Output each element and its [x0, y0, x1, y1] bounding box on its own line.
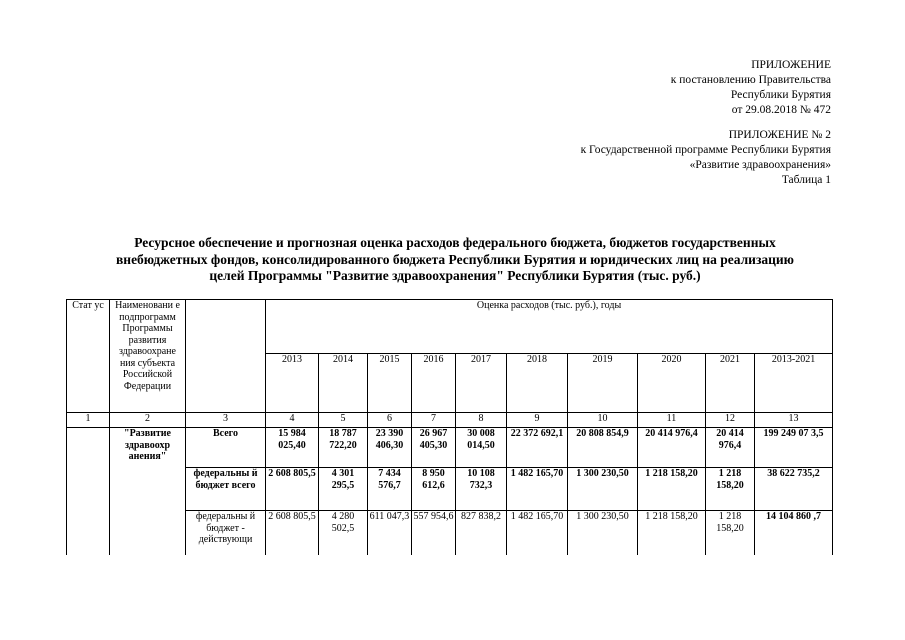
value-cell: 15 984 025,40: [266, 428, 319, 468]
header-line: ПРИЛОЖЕНИЕ: [751, 59, 831, 71]
value-cell: 10 108 732,3: [456, 468, 507, 511]
column-number: 10: [568, 413, 638, 428]
value-cell: 1 482 165,70: [507, 511, 568, 555]
value-cell: 20 414 976,4: [706, 428, 755, 468]
column-number: 5: [319, 413, 368, 428]
column-number: 1: [67, 413, 110, 428]
column-number: 9: [507, 413, 568, 428]
value-cell: 1 482 165,70: [507, 468, 568, 511]
year-header: 2016: [412, 354, 456, 413]
title-line: целей Программы "Развитие здравоохранения" Республики Бурятия (тыс. руб.): [209, 268, 701, 283]
year-header: 2015: [368, 354, 412, 413]
value-cell: 1 300 230,50: [568, 468, 638, 511]
header-line: «Развитие здравоохранения»: [689, 159, 831, 171]
value-cell: 1 218 158,20: [706, 511, 755, 555]
year-header: 2017: [456, 354, 507, 413]
status-header: Стат ус: [67, 300, 110, 413]
value-cell: 557 954,6: [412, 511, 456, 555]
status-cell: [67, 428, 110, 468]
status-cell: [67, 468, 110, 511]
value-cell: 23 390 406,30: [368, 428, 412, 468]
value-cell: 8 950 612,6: [412, 468, 456, 511]
program-name: "Развитие здравоохр анения": [110, 428, 186, 555]
column-number: 11: [638, 413, 706, 428]
column-number: 3: [186, 413, 266, 428]
column-number: 13: [755, 413, 833, 428]
column-number: 6: [368, 413, 412, 428]
column-number: 8: [456, 413, 507, 428]
column-number: 4: [266, 413, 319, 428]
value-cell: 22 372 692,1: [507, 428, 568, 468]
header-line: Таблица 1: [781, 174, 831, 186]
status-cell: [67, 511, 110, 555]
title-line: внебюджетных фондов, консолидированного бюджета Республики Бурятия и юридических лиц на реализацию: [116, 251, 794, 267]
year-header: 2021: [706, 354, 755, 413]
value-cell: 26 967 405,30: [412, 428, 456, 468]
value-cell: 1 218 158,20: [638, 511, 706, 555]
row-label: федеральны й бюджет - действующи: [186, 511, 266, 555]
header-line: Республики Бурятия: [730, 89, 831, 101]
appendix-header: [671, 58, 831, 118]
table-row: [67, 428, 833, 468]
value-cell: 4 280 502,5: [319, 511, 368, 555]
value-cell: 20 414 976,4: [638, 428, 706, 468]
header-line: к постановлению Правительства: [670, 74, 831, 86]
value-cell: 1 218 158,20: [706, 468, 755, 511]
value-cell: 18 787 722,20: [319, 428, 368, 468]
source-header: [186, 300, 266, 413]
column-number: 2: [110, 413, 186, 428]
value-cell: 14 104 860 ,7: [755, 511, 833, 555]
value-cell: 199 249 07 3,5: [755, 428, 833, 468]
value-cell: 20 808 854,9: [568, 428, 638, 468]
value-cell: 1 218 158,20: [638, 468, 706, 511]
year-header: 2018: [507, 354, 568, 413]
header-line: к Государственной программе Республики Бурятия: [580, 144, 831, 156]
year-header: 2020: [638, 354, 706, 413]
value-cell: 2 608 805,5: [266, 511, 319, 555]
header-line: ПРИЛОЖЕНИЕ № 2: [728, 129, 831, 141]
title-line: Ресурсное обеспечение и прогнозная оценка расходов федерального бюджета, бюджетов государственных: [134, 235, 776, 250]
value-cell: 30 008 014,50: [456, 428, 507, 468]
appendix-2-header: [581, 128, 831, 188]
value-cell: 827 838,2: [456, 511, 507, 555]
row-label: Всего: [186, 428, 266, 468]
name-header: Наименовани е подпрограмм Программы развития здравоохране ния субъекта Российской Федерации: [110, 300, 186, 413]
resource-table: [66, 299, 833, 555]
value-cell: 1 300 230,50: [568, 511, 638, 555]
value-cell: 2 608 805,5: [266, 468, 319, 511]
estimate-header: Оценка расходов (тыс. руб.), годы: [266, 300, 833, 354]
value-cell: 38 622 735,2: [755, 468, 833, 511]
document-title: [60, 235, 850, 285]
column-number: 7: [412, 413, 456, 428]
year-header: 2014: [319, 354, 368, 413]
year-header: 2013-2021: [755, 354, 833, 413]
year-header: 2019: [568, 354, 638, 413]
value-cell: 4 301 295,5: [319, 468, 368, 511]
header-line: от 29.08.2018 № 472: [731, 104, 831, 116]
year-header: 2013: [266, 354, 319, 413]
value-cell: 611 047,3: [368, 511, 412, 555]
value-cell: 7 434 576,7: [368, 468, 412, 511]
row-label: федеральны й бюджет всего: [186, 468, 266, 511]
column-number: 12: [706, 413, 755, 428]
